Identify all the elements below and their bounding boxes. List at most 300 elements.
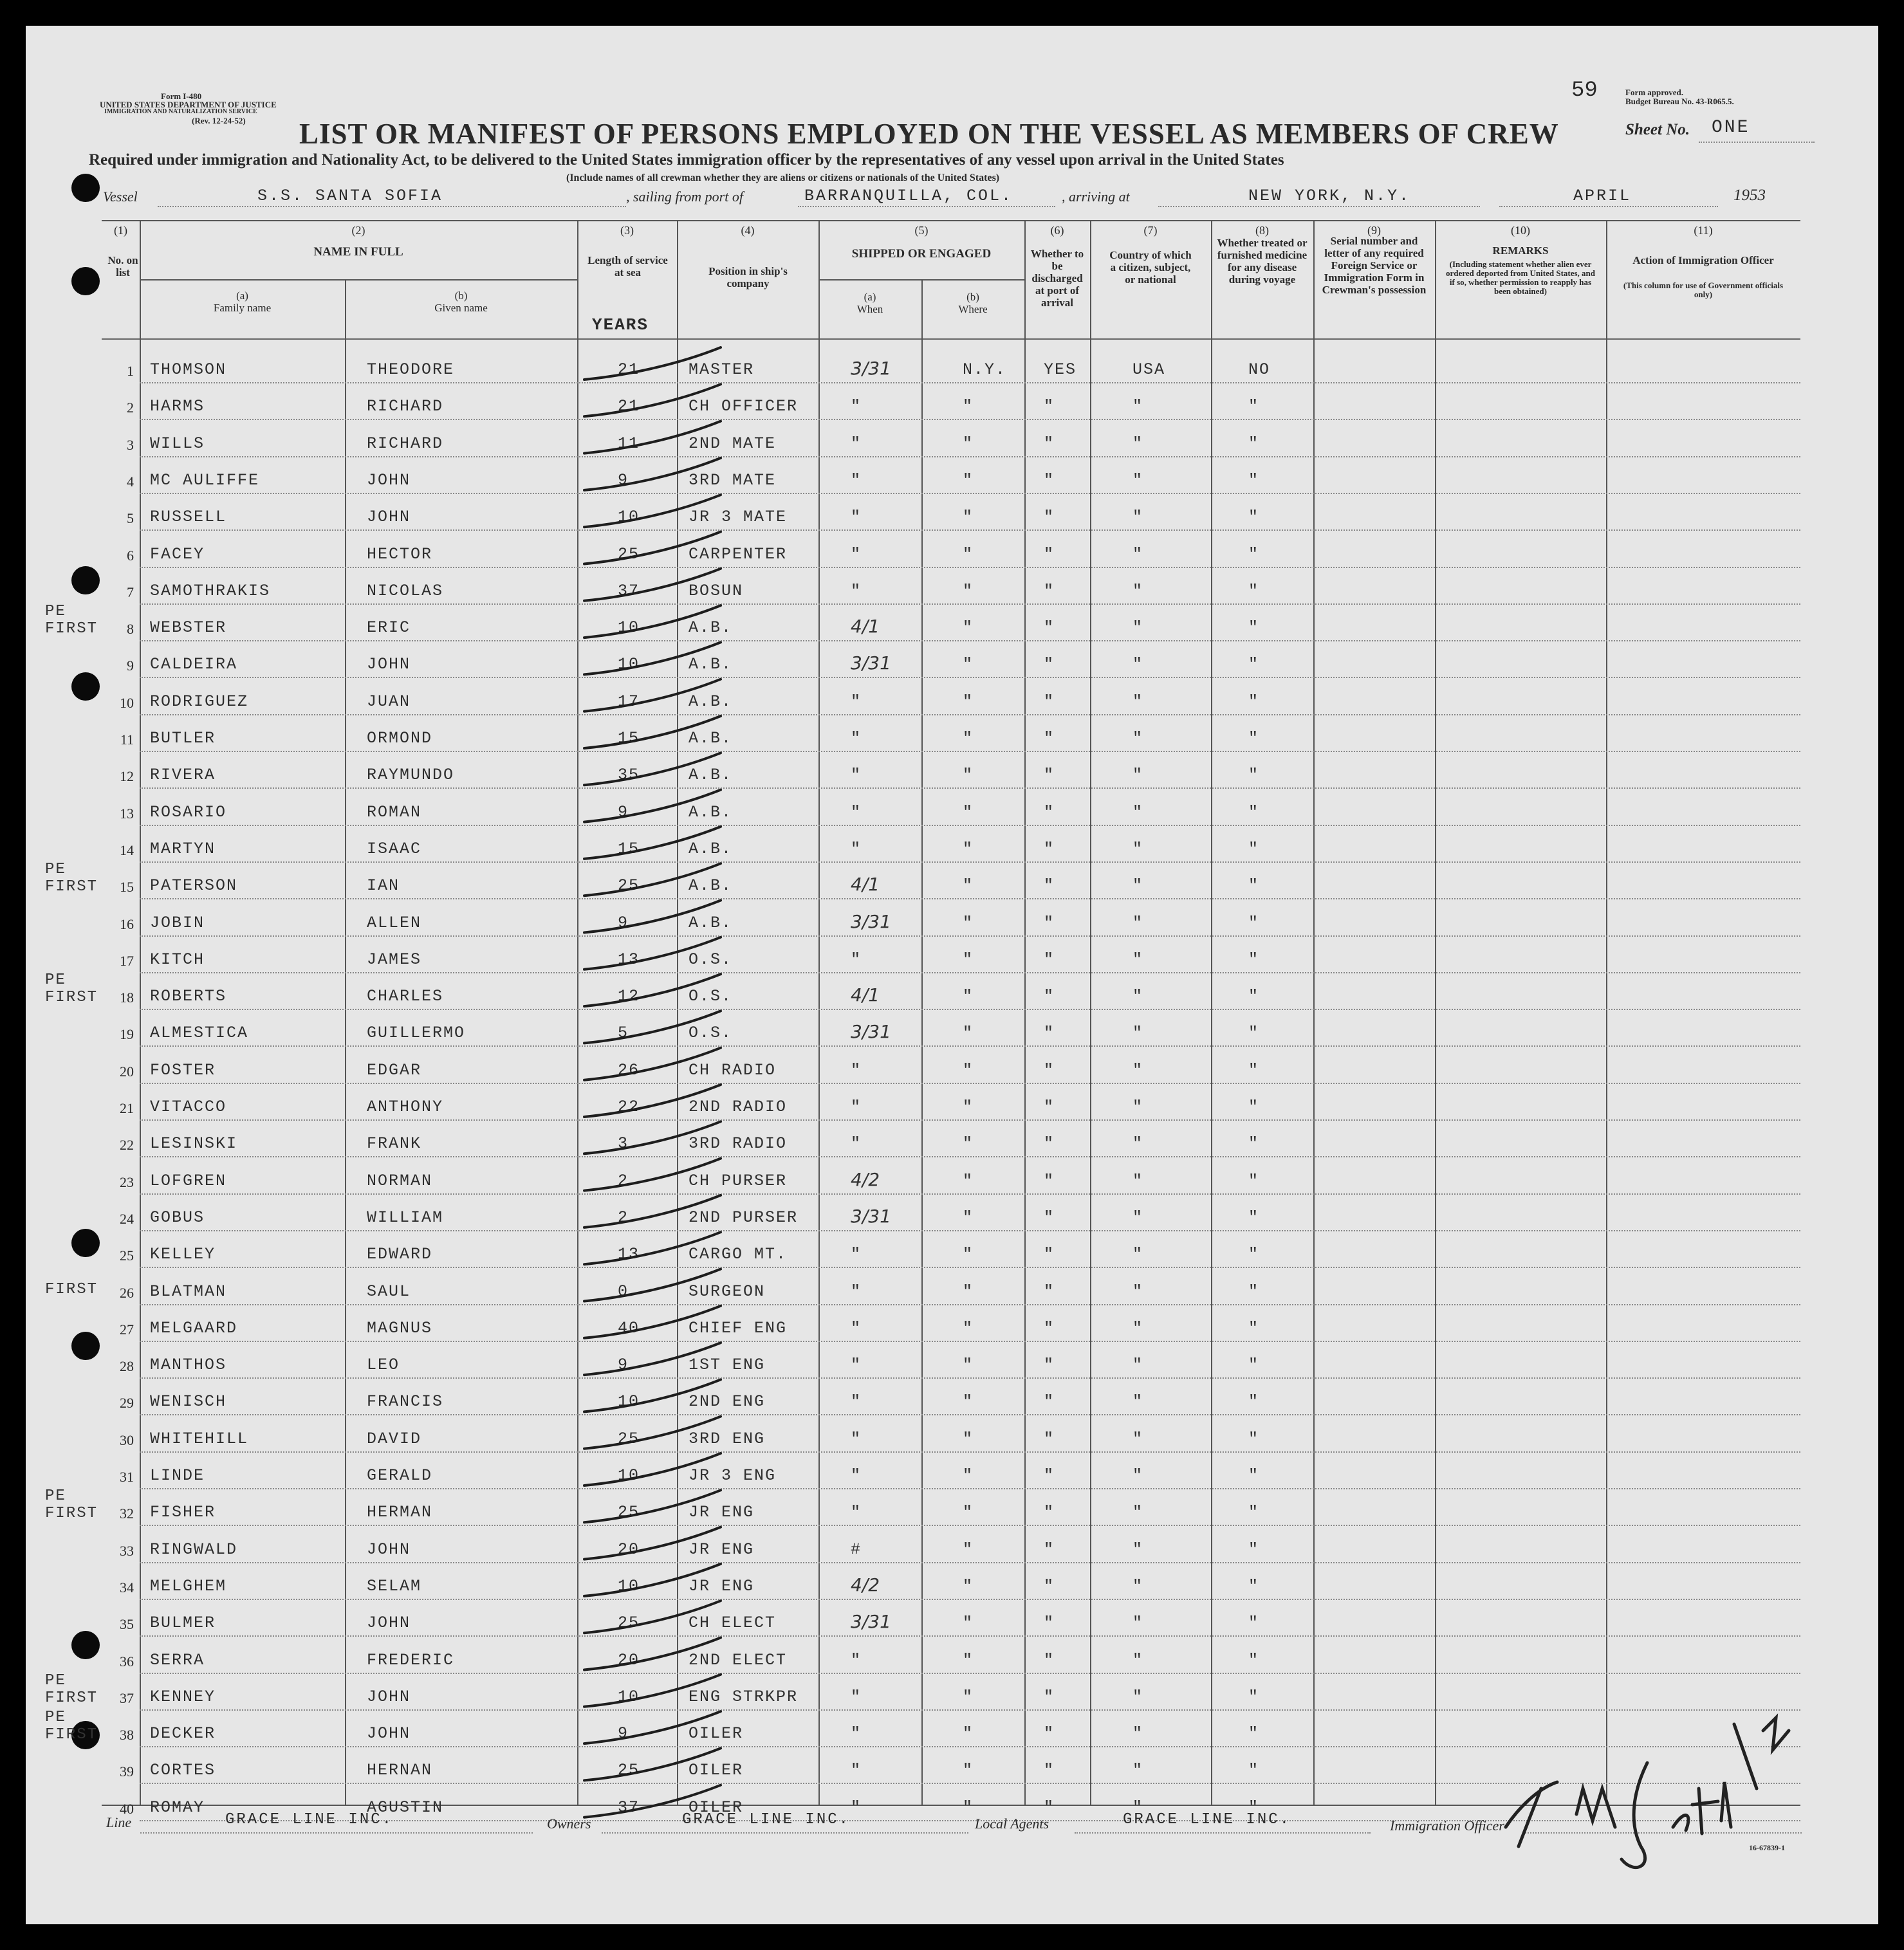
row-medicine: " <box>1248 692 1260 711</box>
row-years: 9 <box>618 913 629 932</box>
agents-value: GRACE LINE INC. <box>1123 1811 1291 1828</box>
row-family: FOSTER <box>150 1060 216 1080</box>
row-medicine: " <box>1248 1098 1260 1116</box>
col7-number: (7) <box>1143 224 1158 237</box>
strike-mark <box>584 901 721 933</box>
row-given: JOHN <box>367 470 411 490</box>
agents-label: Local Agents <box>975 1816 1049 1832</box>
row-years: 2 <box>618 1171 629 1190</box>
row-where: " <box>963 913 974 932</box>
row-family: FISHER <box>150 1503 216 1522</box>
row-given: ISAAC <box>367 839 422 858</box>
row-years: 5 <box>618 1024 629 1043</box>
row-when: " <box>851 802 862 822</box>
strike-mark <box>584 384 721 416</box>
row-medicine: " <box>1248 1798 1260 1817</box>
row-when: " <box>851 397 862 416</box>
row-given: CHARLES <box>367 987 444 1006</box>
row-where: " <box>963 1576 974 1596</box>
row-where: " <box>963 1650 974 1669</box>
row-family: JOBIN <box>150 913 205 932</box>
row-when: 4/2 <box>851 1168 880 1190</box>
row-family: KENNEY <box>150 1687 216 1706</box>
row-where: " <box>963 1503 974 1522</box>
col2b-header: (b) Given name <box>434 290 488 314</box>
strike-mark <box>584 421 721 454</box>
row-family: LOFGREN <box>150 1171 227 1190</box>
row-position: CH OFFICER <box>689 397 799 416</box>
row-where: " <box>963 1614 974 1633</box>
row-number: 20 <box>120 1063 134 1080</box>
row-disch: " <box>1044 1576 1055 1596</box>
row-where: " <box>963 1171 974 1190</box>
row-family: WEBSTER <box>150 618 227 638</box>
years-strike-marks <box>26 26 1878 1924</box>
row-years: 2 <box>618 1208 629 1227</box>
row-family: LESINSKI <box>150 1134 238 1154</box>
row-years: 25 <box>618 876 640 896</box>
row-family: BUTLER <box>150 729 216 748</box>
row-family: DECKER <box>150 1724 216 1743</box>
row-when: " <box>851 1687 862 1706</box>
form-subtitle: Required under immigration and Nationality Act, to be delivered to the United States immigration officer by the representatives of any vessel upon arrival in the United States <box>89 151 1284 169</box>
row-when: " <box>851 581 862 600</box>
row-position: JR ENG <box>689 1503 755 1522</box>
row-medicine: " <box>1248 434 1260 453</box>
col4-number: (4) <box>741 224 755 237</box>
row-years: 26 <box>618 1060 640 1080</box>
row-family: FACEY <box>150 544 205 564</box>
agency-line-2: IMMIGRATION AND NATURALIZATION SERVICE <box>104 108 257 115</box>
row-when: " <box>851 1098 862 1116</box>
row-disch: " <box>1044 1503 1055 1522</box>
line-rule <box>140 1832 533 1834</box>
approval-line-1: Form approved. <box>1625 87 1684 97</box>
row-position: 3RD RADIO <box>689 1134 788 1154</box>
row-when: " <box>851 1282 862 1301</box>
row-position: A.B. <box>689 729 733 748</box>
row-number: 22 <box>120 1137 134 1154</box>
strike-mark <box>584 1417 721 1449</box>
row-number: 16 <box>120 915 134 932</box>
row-when: " <box>851 692 862 711</box>
row-disch: " <box>1044 1171 1055 1190</box>
row-where: " <box>963 1282 974 1301</box>
row-disch: " <box>1044 1798 1055 1817</box>
row-country: " <box>1132 1576 1144 1596</box>
row-years: 17 <box>618 692 640 711</box>
line-value: GRACE LINE INC. <box>225 1811 394 1828</box>
row-position: CH RADIO <box>689 1060 777 1080</box>
arrival-month: APRIL <box>1573 187 1632 205</box>
row-family: LINDE <box>150 1466 205 1485</box>
row-disch: " <box>1044 508 1055 527</box>
row-disch: " <box>1044 1356 1055 1375</box>
row-given: THEODORE <box>367 360 455 379</box>
col3-unit: YEARS <box>592 315 649 335</box>
row-when: " <box>851 839 862 858</box>
strike-mark <box>584 605 721 638</box>
row-number: 3 <box>127 436 134 453</box>
row-family: MANTHOS <box>150 1356 227 1375</box>
row-years: 20 <box>618 1650 640 1669</box>
row-number: 13 <box>120 805 134 822</box>
row-number: 23 <box>120 1173 134 1190</box>
row-number: 12 <box>120 768 134 785</box>
row-country: " <box>1132 876 1144 896</box>
row-country: " <box>1132 1614 1144 1633</box>
row-disch: " <box>1044 729 1055 748</box>
row-where: " <box>963 544 974 564</box>
row-when: 4/1 <box>851 616 880 638</box>
strike-mark <box>584 569 721 601</box>
row-position: MASTER <box>689 360 755 379</box>
col11-number: (11) <box>1694 224 1713 237</box>
row-given: NICOLAS <box>367 581 444 600</box>
print-code: 16-67839-1 <box>1749 1843 1785 1852</box>
row-where: " <box>963 434 974 453</box>
row-disch: " <box>1044 1540 1055 1559</box>
row-country: " <box>1132 1392 1144 1412</box>
strike-mark <box>584 679 721 712</box>
row-years: 37 <box>618 1798 640 1817</box>
row-years: 37 <box>618 581 640 600</box>
strike-mark <box>584 1490 721 1522</box>
row-where: " <box>963 1024 974 1043</box>
row-years: 25 <box>618 544 640 564</box>
row-when: " <box>851 1245 862 1264</box>
row-position: JR 3 MATE <box>689 508 788 527</box>
row-given: FRANCIS <box>367 1392 444 1412</box>
strike-mark <box>584 458 721 490</box>
row-when: " <box>851 1356 862 1375</box>
col10-header: REMARKS <box>1492 244 1549 257</box>
row-margin-note: PE FIRST <box>45 1709 98 1744</box>
row-medicine: " <box>1248 1318 1260 1338</box>
owners-rule <box>602 1832 968 1834</box>
row-where: " <box>963 802 974 822</box>
vessel-label: Vessel <box>103 189 138 205</box>
row-medicine: " <box>1248 1245 1260 1264</box>
page-number: 59 <box>1571 78 1598 103</box>
row-given: JOHN <box>367 508 411 527</box>
row-number: 5 <box>127 510 134 527</box>
row-number: 33 <box>120 1542 134 1559</box>
form-number: Form I-480 <box>161 91 202 101</box>
row-medicine: " <box>1248 1060 1260 1080</box>
row-where: " <box>963 1724 974 1743</box>
strike-mark <box>584 1011 721 1043</box>
row-position: O.S. <box>689 950 733 969</box>
row-position: 3RD MATE <box>689 470 777 490</box>
row-number: 31 <box>120 1469 134 1485</box>
strike-mark <box>584 1159 721 1191</box>
row-given: ROMAN <box>367 802 422 822</box>
row-given: HERNAN <box>367 1761 433 1780</box>
row-position: CH ELECT <box>689 1614 777 1633</box>
row-margin-note: PE FIRST <box>45 1671 98 1707</box>
row-family: CALDEIRA <box>150 655 238 674</box>
row-country: " <box>1132 1687 1144 1706</box>
row-when: 3/31 <box>851 652 891 674</box>
row-medicine: " <box>1248 766 1260 785</box>
row-family: SERRA <box>150 1650 205 1669</box>
row-where: " <box>963 1356 974 1375</box>
row-family: CORTES <box>150 1761 216 1780</box>
row-number: 21 <box>120 1100 134 1116</box>
row-medicine: " <box>1248 1540 1260 1559</box>
col5b-header: (b) Where <box>958 291 988 315</box>
row-where: " <box>963 692 974 711</box>
row-country: " <box>1132 1724 1144 1743</box>
row-when: 4/1 <box>851 874 880 896</box>
row-medicine: " <box>1248 1171 1260 1190</box>
row-family: ROBERTS <box>150 987 227 1006</box>
row-when: " <box>851 1503 862 1522</box>
row-years: 10 <box>618 508 640 527</box>
row-when: 4/2 <box>851 1574 880 1596</box>
col10-number: (10) <box>1511 224 1530 237</box>
strike-mark <box>584 863 721 896</box>
row-number: 1 <box>127 363 134 379</box>
row-given: ANTHONY <box>367 1098 444 1116</box>
row-when: " <box>851 1134 862 1154</box>
col6-number: (6) <box>1050 224 1064 237</box>
row-position: JR 3 ENG <box>689 1466 777 1485</box>
row-given: ORMOND <box>367 729 433 748</box>
row-position: CARGO MT. <box>689 1245 788 1264</box>
row-disch: " <box>1044 1466 1055 1485</box>
row-disch: " <box>1044 1429 1055 1448</box>
row-family: RODRIGUEZ <box>150 692 249 711</box>
row-number: 36 <box>120 1653 134 1669</box>
row-given: JOHN <box>367 1724 411 1743</box>
officer-signature <box>1480 1692 1802 1879</box>
row-medicine: " <box>1248 1687 1260 1706</box>
row-number: 4 <box>127 473 134 490</box>
row-family: BLATMAN <box>150 1282 227 1301</box>
row-where: " <box>963 470 974 490</box>
strike-mark <box>584 1527 721 1559</box>
row-medicine: " <box>1248 987 1260 1006</box>
row-when: " <box>851 1798 862 1817</box>
row-medicine: " <box>1248 913 1260 932</box>
row-years: 9 <box>618 1724 629 1743</box>
row-years: 25 <box>618 1614 640 1633</box>
row-when: " <box>851 1318 862 1338</box>
row-country: " <box>1132 1466 1144 1485</box>
row-where: " <box>963 766 974 785</box>
row-number: 26 <box>120 1284 134 1301</box>
row-medicine: " <box>1248 1503 1260 1522</box>
row-country: " <box>1132 1024 1144 1043</box>
row-years: 9 <box>618 1356 629 1375</box>
row-medicine: " <box>1248 1392 1260 1412</box>
row-given: WILLIAM <box>367 1208 444 1227</box>
row-country: " <box>1132 1650 1144 1669</box>
officer-label: Immigration Officer <box>1390 1817 1504 1834</box>
row-disch: " <box>1044 950 1055 969</box>
row-number: 15 <box>120 879 134 896</box>
row-position: 3RD ENG <box>689 1429 766 1448</box>
owners-label: Owners <box>547 1816 591 1832</box>
row-family: ROSARIO <box>150 802 227 822</box>
row-when: " <box>851 1392 862 1412</box>
row-country: " <box>1132 397 1144 416</box>
row-medicine: " <box>1248 876 1260 896</box>
row-disch: " <box>1044 692 1055 711</box>
row-where: " <box>963 508 974 527</box>
row-country: " <box>1132 1503 1144 1522</box>
col3-header: Length of service at sea <box>587 254 668 279</box>
row-medicine: " <box>1248 1724 1260 1743</box>
row-disch: " <box>1044 1024 1055 1043</box>
row-years: 20 <box>618 1540 640 1559</box>
row-disch: " <box>1044 618 1055 638</box>
row-where: " <box>963 950 974 969</box>
row-when: " <box>851 950 862 969</box>
row-given: HERMAN <box>367 1503 433 1522</box>
row-disch: " <box>1044 1761 1055 1780</box>
row-number: 32 <box>120 1505 134 1522</box>
row-when: " <box>851 470 862 490</box>
row-family: MC AULIFFE <box>150 470 260 490</box>
row-disch: " <box>1044 1392 1055 1412</box>
row-position: 2ND RADIO <box>689 1098 788 1116</box>
row-years: 10 <box>618 1576 640 1596</box>
row-family: SAMOTHRAKIS <box>150 581 271 600</box>
strike-mark <box>584 974 721 1006</box>
row-given: NORMAN <box>367 1171 433 1190</box>
row-when: " <box>851 1060 862 1080</box>
row-when: 3/31 <box>851 1205 891 1227</box>
row-disch: " <box>1044 1650 1055 1669</box>
line-label: Line <box>106 1814 132 1830</box>
row-country: " <box>1132 470 1144 490</box>
row-family: RINGWALD <box>150 1540 238 1559</box>
col3-number: (3) <box>620 224 634 237</box>
row-where: " <box>963 839 974 858</box>
row-disch: YES <box>1044 360 1077 379</box>
row-disch: " <box>1044 434 1055 453</box>
row-number: 39 <box>120 1763 134 1780</box>
row-number: 40 <box>120 1800 134 1817</box>
row-when: 3/31 <box>851 910 891 932</box>
row-number: 10 <box>120 694 134 711</box>
row-number: 14 <box>120 842 134 858</box>
row-when: 4/1 <box>851 984 880 1006</box>
row-when: " <box>851 1466 862 1485</box>
sailing-label: , sailing from port of <box>626 189 743 205</box>
row-margin-note: PE FIRST <box>45 971 98 1007</box>
row-years: 21 <box>618 360 640 379</box>
row-when: " <box>851 1429 862 1448</box>
row-years: 40 <box>618 1318 640 1338</box>
row-family: RIVERA <box>150 766 216 785</box>
row-disch: " <box>1044 913 1055 932</box>
strike-mark <box>584 1601 721 1633</box>
arriving-at: NEW YORK, N.Y. <box>1248 187 1411 205</box>
strike-mark <box>584 1195 721 1228</box>
form-title: LIST OR MANIFEST OF PERSONS EMPLOYED ON THE VESSEL AS MEMBERS OF CREW <box>299 118 1559 150</box>
row-disch: " <box>1044 1245 1055 1264</box>
strike-mark <box>584 532 721 564</box>
row-number: 25 <box>120 1247 134 1264</box>
row-years: 0 <box>618 1282 629 1301</box>
row-disch: " <box>1044 1098 1055 1116</box>
row-years: 22 <box>618 1098 640 1116</box>
row-medicine: " <box>1248 1650 1260 1669</box>
owners-value: GRACE LINE INC. <box>682 1811 851 1828</box>
row-when: 3/31 <box>851 1021 891 1043</box>
row-where: " <box>963 581 974 600</box>
row-position: 2ND ENG <box>689 1392 766 1412</box>
row-where: " <box>963 1687 974 1706</box>
row-years: 15 <box>618 729 640 748</box>
row-given: MAGNUS <box>367 1318 433 1338</box>
row-position: 2ND ELECT <box>689 1650 788 1669</box>
row-medicine: " <box>1248 508 1260 527</box>
row-medicine: NO <box>1248 360 1271 379</box>
row-country: " <box>1132 802 1144 822</box>
row-position: JR ENG <box>689 1540 755 1559</box>
row-family: KITCH <box>150 950 205 969</box>
row-family: MELGHEM <box>150 1576 227 1596</box>
row-given: JUAN <box>367 692 411 711</box>
row-when: " <box>851 544 862 564</box>
row-number: 7 <box>127 584 134 600</box>
form-note: (Include names of all crewman whether they are aliens or citizens or nationals of the United States) <box>566 172 1000 183</box>
strike-mark <box>584 937 721 970</box>
row-years: 15 <box>618 839 640 858</box>
row-family: WENISCH <box>150 1392 227 1412</box>
row-medicine: " <box>1248 1429 1260 1448</box>
row-family: WHITEHILL <box>150 1429 249 1448</box>
row-when: 3/31 <box>851 1611 891 1633</box>
row-position: CHIEF ENG <box>689 1318 788 1338</box>
col5a-header: (a) When <box>856 291 883 315</box>
row-medicine: " <box>1248 1614 1260 1633</box>
row-given: GUILLERMO <box>367 1024 466 1043</box>
row-where: " <box>963 1429 974 1448</box>
row-disch: " <box>1044 1282 1055 1301</box>
row-country: " <box>1132 508 1144 527</box>
row-given: JAMES <box>367 950 422 969</box>
row-medicine: " <box>1248 618 1260 638</box>
strike-mark <box>584 642 721 674</box>
row-number: 8 <box>127 621 134 638</box>
row-position: A.B. <box>689 839 733 858</box>
row-where: " <box>963 1466 974 1485</box>
row-family: GOBUS <box>150 1208 205 1227</box>
row-medicine: " <box>1248 470 1260 490</box>
row-where: " <box>963 1392 974 1412</box>
row-country: " <box>1132 913 1144 932</box>
row-position: A.B. <box>689 692 733 711</box>
vessel-name: S.S. SANTA SOFIA <box>257 187 443 205</box>
row-number: 30 <box>120 1431 134 1448</box>
row-given: EDGAR <box>367 1060 422 1080</box>
row-number: 19 <box>120 1026 134 1043</box>
row-position: A.B. <box>689 655 733 674</box>
row-years: 3 <box>618 1134 629 1154</box>
row-country: " <box>1132 434 1144 453</box>
row-position: A.B. <box>689 913 733 932</box>
row-where: N.Y. <box>963 360 1007 379</box>
row-disch: " <box>1044 987 1055 1006</box>
row-where: " <box>963 1540 974 1559</box>
row-number: 11 <box>120 731 134 748</box>
